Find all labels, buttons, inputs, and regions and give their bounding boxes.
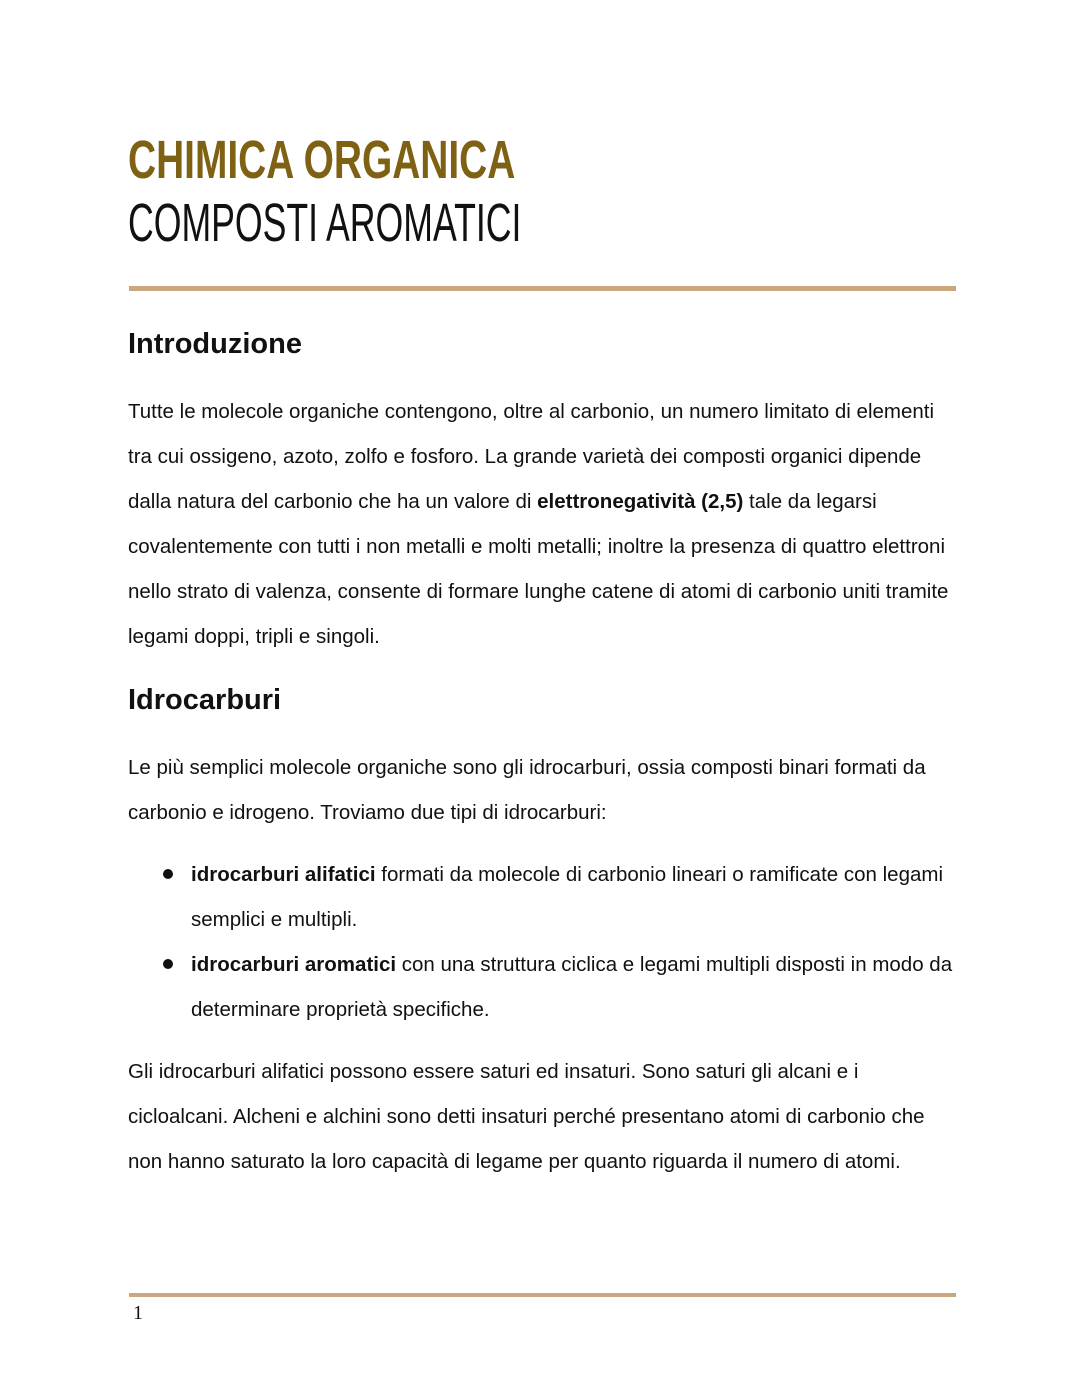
text-run: tale da legarsi covalentemente con tutti i non metalli e molti metalli; inoltre la presenza di quattro elettroni nello strato di valenza, consente di formare lunghe catene di atomi di carbonio uniti tramite legami doppi, tripli e singoli. [128,490,949,648]
footer-divider [129,1293,956,1297]
page-number: 1 [133,1302,143,1324]
document-subtitle: COMPOSTI AROMATICI [128,193,522,253]
header-divider [129,286,956,291]
document-title: CHIMICA ORGANICA [128,130,516,190]
bold-term: idrocarburi aromatici [191,953,397,976]
text-run: con una struttura ciclica e legami multipli disposti in modo da determinare proprietà specifiche. [191,953,953,1021]
list-item [128,942,958,1032]
section-heading-idrocarburi: Idrocarburi [128,684,282,716]
idrocarburi-paragraph: Le più semplici molecole organiche sono gli idrocarburi, ossia composti binari formati da carbonio e idrogeno. Troviamo due tipi di idrocarburi: [128,756,926,824]
alifatici-paragraph: Gli idrocarburi alifatici possono essere saturi ed insaturi. Sono saturi gli alcani e i cicloalcani. Alcheni e alchini sono detti insaturi perché presentano atomi di carbonio che non hanno saturato la loro capacità di legame per quanto riguarda il numero di atomi. [128,1060,925,1173]
intro-paragraph [128,389,958,659]
bullet-icon [163,959,173,969]
text-run: Tutte le molecole organiche contengono, oltre al carbonio, un numero limitato di elementi tra cui ossigeno, azoto, zolfo e fosforo. La grande varietà dei composti organici dipende dalla natura del carbonio che ha un valore di [128,400,935,513]
text-run: formati da molecole di carbonio lineari o ramificate con legami semplici e multipli. [191,863,943,931]
bold-term: elettronegatività (2,5) [537,490,744,513]
bullet-icon [163,869,173,879]
section-heading-introduzione: Introduzione [128,328,302,360]
bold-term: idrocarburi alifatici [191,863,376,886]
list-item [128,852,958,942]
hydrocarbon-types-list [128,852,958,1032]
